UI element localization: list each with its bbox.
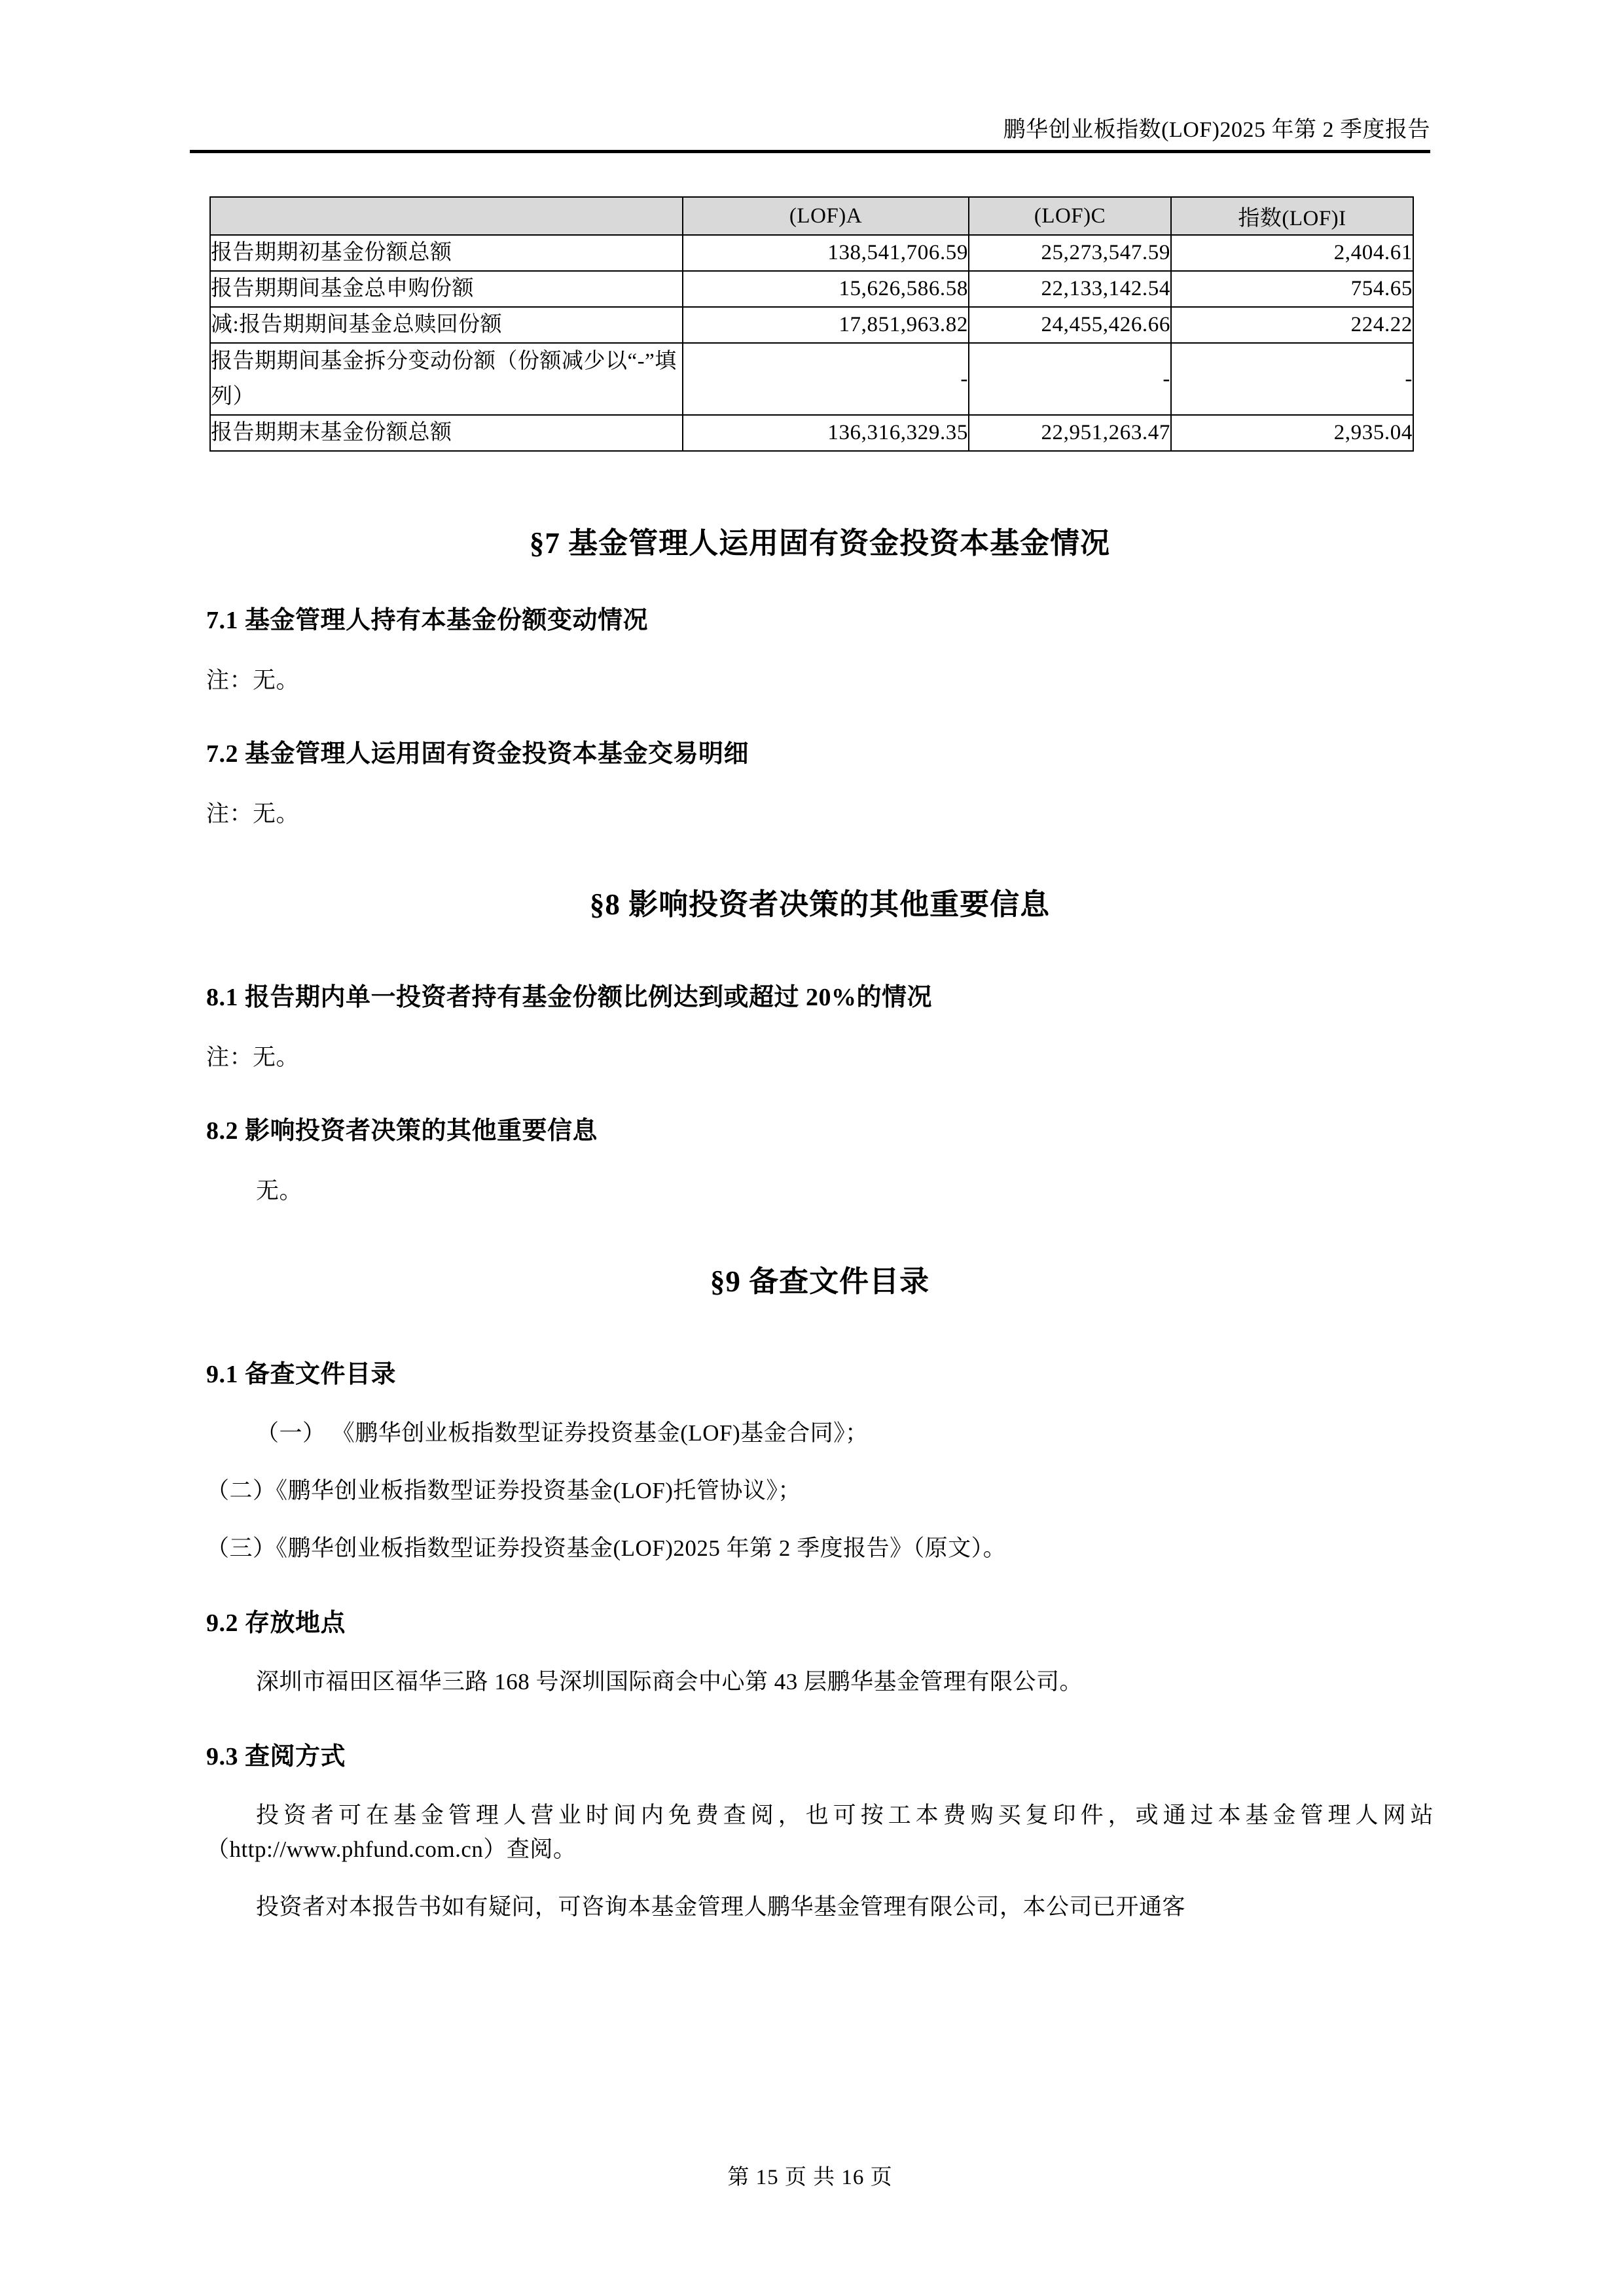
table-row-label: 报告期期间基金拆分变动份额（份额减少以“-”填列） [210, 343, 683, 415]
subsection-9-3-paragraph-1: 投资者可在基金管理人营业时间内免费查阅，也可按工本费购买复印件，或通过本基金管理人网站（http://www.phfund.com.cn）查阅。 [206, 1803, 1434, 1862]
table-row [210, 271, 1413, 307]
list-item: （二）《鹏华创业板指数型证券投资基金(LOF)托管协议》； [206, 1478, 801, 1503]
table-col-header-lof-c: (LOF)C [969, 197, 1171, 235]
table-cell-value: 2,935.04 [1171, 415, 1413, 451]
table-header-row [210, 197, 1413, 235]
fund-share-table [209, 196, 1414, 452]
table-cell-value: 136,316,329.35 [683, 415, 969, 451]
list-item: （三）《鹏华创业板指数型证券投资基金(LOF)2025 年第 2 季度报告》（原文）。 [206, 1535, 1007, 1561]
table-cell-value: 24,455,426.66 [969, 307, 1171, 343]
document-body [206, 524, 1434, 1924]
table-cell-value: 15,626,586.58 [683, 271, 969, 307]
running-header-title: 鹏华创业板指数(LOF)2025 年第 2 季度报告 [1003, 118, 1430, 142]
subsection-8-1-note: 注：无。 [206, 1045, 300, 1070]
subsection-heading-9-3: 9.3 查阅方式 [206, 1743, 346, 1770]
subsection-9-3-paragraph-2: 投资者对本报告书如有疑问，可咨询本基金管理人鹏华基金管理有限公司，本公司已开通客 [256, 1894, 1186, 1920]
table-cell-value: 22,951,263.47 [969, 415, 1171, 451]
table-row [210, 343, 1413, 415]
subsection-heading-7-2: 7.2 基金管理人运用固有资金投资本基金交易明细 [206, 740, 749, 768]
table-cell-value: 25,273,547.59 [969, 235, 1171, 271]
subsection-7-1-note: 注：无。 [206, 668, 300, 693]
subsection-heading-8-2: 8.2 影响投资者决策的其他重要信息 [206, 1117, 598, 1145]
table-row [210, 235, 1413, 271]
table-cell-value: 224.22 [1171, 307, 1413, 343]
subsection-7-2-note: 注：无。 [206, 801, 300, 827]
running-header [190, 117, 1430, 153]
table-row-label: 报告期期初基金份额总额 [210, 235, 683, 271]
table-cell-value: 22,133,142.54 [969, 271, 1171, 307]
table-row [210, 307, 1413, 343]
table-row-label: 减:报告期期间基金总赎回份额 [210, 307, 683, 343]
section-heading-7: §7 基金管理人运用固有资金投资本基金情况 [529, 527, 1111, 560]
table-col-header-blank [210, 197, 683, 235]
subsection-heading-9-2: 9.2 存放地点 [206, 1609, 346, 1637]
subsection-heading-8-1: 8.1 报告期内单一投资者持有基金份额比例达到或超过 20%的情况 [206, 984, 933, 1011]
table-row-label: 报告期期末基金份额总额 [210, 415, 683, 451]
subsection-heading-9-1: 9.1 备查文件目录 [206, 1361, 397, 1388]
table-cell-value: 2,404.61 [1171, 235, 1413, 271]
page-number-label: 第 15 页 共 16 页 [727, 2166, 893, 2189]
table-cell-value: 138,541,706.59 [683, 235, 969, 271]
table-col-header-lof-a: (LOF)A [683, 197, 969, 235]
table-cell-value: - [969, 343, 1171, 415]
table-col-header-index-lof-i: 指数(LOF)I [1171, 197, 1413, 235]
table-cell-value: 17,851,963.82 [683, 307, 969, 343]
table-cell-value: 754.65 [1171, 271, 1413, 307]
subsection-heading-7-1: 7.1 基金管理人持有本基金份额变动情况 [206, 607, 649, 634]
header-divider [190, 150, 1430, 153]
table-row [210, 415, 1413, 451]
section-heading-8: §8 影响投资者决策的其他重要信息 [589, 888, 1051, 921]
subsection-8-2-body: 无。 [256, 1178, 303, 1204]
table-cell-value: - [1171, 343, 1413, 415]
table-cell-value: - [683, 343, 969, 415]
page-footer [190, 2160, 1430, 2191]
table-row-label: 报告期期间基金总申购份额 [210, 271, 683, 307]
list-item: （一） 《鹏华创业板指数型证券投资基金(LOF)基金合同》； [256, 1420, 869, 1446]
subsection-9-2-body: 深圳市福田区福华三路 168 号深圳国际商会中心第 43 层鹏华基金管理有限公司。 [256, 1669, 1083, 1695]
section-heading-9: §9 备查文件目录 [710, 1265, 930, 1298]
